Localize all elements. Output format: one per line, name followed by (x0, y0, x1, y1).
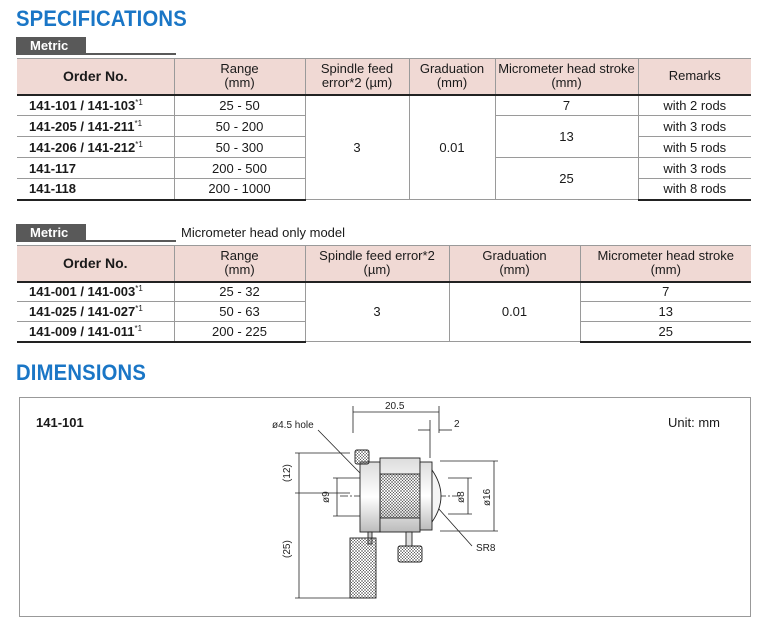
graduation-cell: 0.01 (409, 95, 495, 200)
spindle-error-cell: 3 (305, 282, 449, 342)
dimensions-heading: DIMENSIONS (16, 360, 147, 385)
range-cell: 200 - 500 (174, 158, 305, 179)
stroke-cell: 7 (495, 95, 638, 116)
graduation-cell: 0.01 (449, 282, 580, 342)
spindle-error-cell: 3 (305, 95, 409, 200)
dim-d16-label: ø16 (482, 488, 493, 506)
table-header-row (17, 59, 751, 95)
range-cell: 50 - 63 (174, 302, 305, 322)
stroke-cell: 25 (495, 158, 638, 200)
spec-table-2 (17, 245, 751, 343)
dimensions-box (19, 397, 751, 617)
order-no: 141-205 / 141-211$^{*1}$ (17, 116, 174, 137)
range-cell: 200 - 225 (174, 322, 305, 342)
order-no: 141-117 (17, 158, 174, 179)
dim-sr8-label: SR8 (476, 543, 496, 554)
table-row (17, 95, 751, 116)
table2-note: Micrometer head only model (181, 225, 346, 240)
header-range: Range (mm) (174, 246, 305, 282)
table-header-row (17, 246, 751, 282)
range-cell: 25 - 50 (174, 95, 305, 116)
dim-hole-label: ø4.5 hole (272, 420, 314, 431)
header-order: Order No. (17, 59, 174, 95)
stroke-cell: 13 (495, 116, 638, 158)
dim-d9-label: ø9 (321, 491, 332, 503)
header-spindle: Spindle feed error*2 (µm) (305, 246, 449, 282)
remarks-cell: with 5 rods (638, 137, 751, 158)
unit-label: Unit: mm (668, 415, 720, 430)
order-no: 141-001 / 141-003$^{*1}$ (17, 282, 174, 302)
header-range: Range (mm) (174, 59, 305, 95)
header-order: Order No. (17, 246, 174, 282)
table-row (17, 282, 751, 302)
metric-tab-label: Metric (16, 37, 86, 54)
header-stroke: Micrometer head stroke (mm) (495, 59, 638, 95)
range-cell: 25 - 32 (174, 282, 305, 302)
order-no: 141-025 / 141-027$^{*1}$ (17, 302, 174, 322)
dim-two-label: 2 (454, 419, 460, 430)
order-no: 141-101 / 141-103$^{*1}$ (17, 95, 174, 116)
order-no: 141-009 / 141-011$^{*1}$ (17, 322, 174, 342)
header-graduation: Graduation (mm) (449, 246, 580, 282)
metric-tab-1 (16, 37, 176, 55)
remarks-cell: with 3 rods (638, 116, 751, 137)
model-number: 141-101 (36, 415, 84, 430)
range-cell: 50 - 300 (174, 137, 305, 158)
stroke-cell: 25 (580, 322, 751, 342)
header-stroke: Micrometer head stroke (mm) (580, 246, 751, 282)
remarks-cell: with 8 rods (638, 179, 751, 200)
order-no: 141-118 (17, 179, 174, 200)
order-no: 141-206 / 141-212$^{*1}$ (17, 137, 174, 158)
header-spindle: Spindle feed error*2 (µm) (305, 59, 409, 95)
metric-tab-label: Metric (16, 224, 86, 241)
spec-table-1 (17, 58, 751, 201)
range-cell: 200 - 1000 (174, 179, 305, 200)
header-graduation: Graduation (mm) (409, 59, 495, 95)
stroke-cell: 7 (580, 282, 751, 302)
remarks-cell: with 2 rods (638, 95, 751, 116)
dim-h12-label: (12) (282, 464, 293, 482)
specifications-heading: SPECIFICATIONS (16, 6, 187, 31)
dim-width-label: 20.5 (385, 401, 405, 412)
remarks-cell: with 3 rods (638, 158, 751, 179)
dim-d8-label: ø8 (456, 491, 467, 503)
range-cell: 50 - 200 (174, 116, 305, 137)
metric-tab-2 (16, 224, 176, 242)
dim-h25-label: (25) (282, 540, 293, 558)
stroke-cell: 13 (580, 302, 751, 322)
dimension-drawing (20, 398, 752, 618)
header-remarks: Remarks (638, 59, 751, 95)
